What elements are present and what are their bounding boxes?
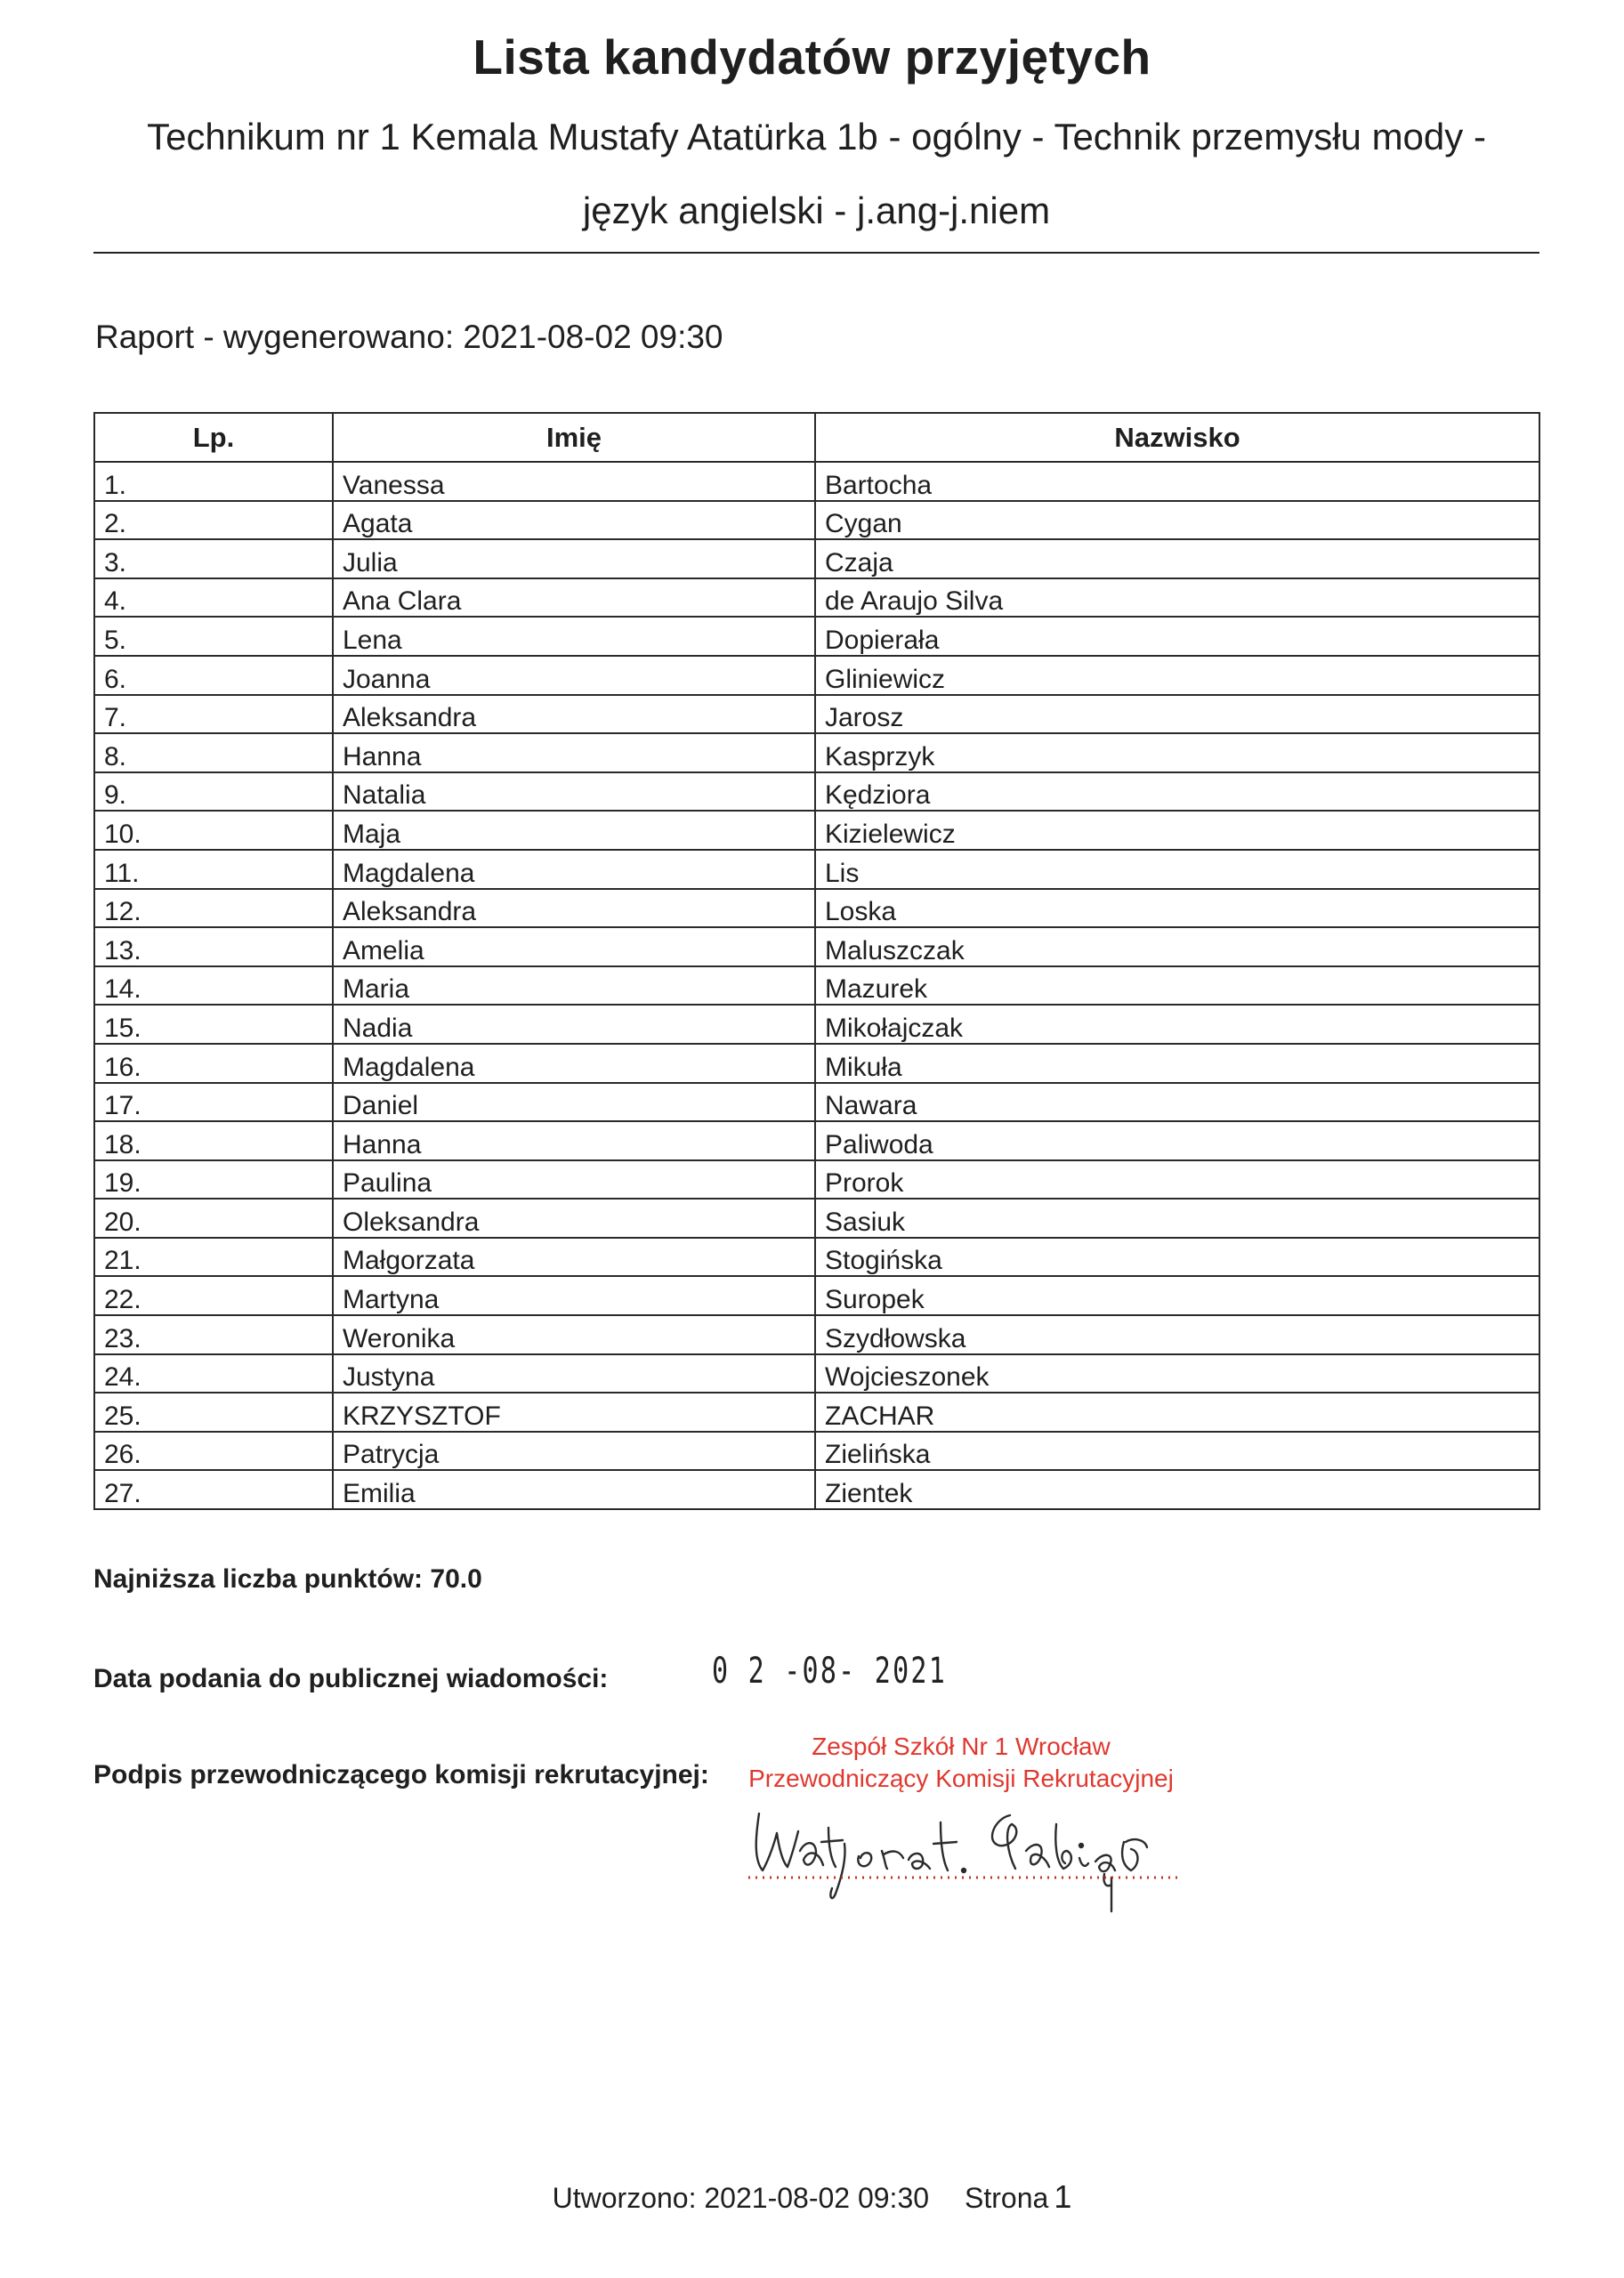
handwritten-signature <box>743 1789 1188 1913</box>
cell-first-name: Agata <box>333 501 815 540</box>
cell-first-name: Magdalena <box>333 1044 815 1083</box>
footer-page-number: 1 <box>1054 2178 1072 2215</box>
table-row <box>94 733 1539 772</box>
cell-lp: 15. <box>94 1005 333 1044</box>
table-row <box>94 966 1539 1006</box>
stamp-line-role: Przewodniczący Komisji Rekrutacyjnej <box>748 1765 1174 1792</box>
cell-last-name: ZACHAR <box>815 1393 1539 1432</box>
cell-lp: 6. <box>94 656 333 695</box>
cell-first-name: Hanna <box>333 1121 815 1160</box>
table-row <box>94 578 1539 618</box>
table-row <box>94 1121 1539 1160</box>
cell-lp: 26. <box>94 1432 333 1471</box>
cell-first-name: Joanna <box>333 656 815 695</box>
cell-last-name: Sasiuk <box>815 1199 1539 1238</box>
table-row <box>94 1160 1539 1200</box>
cell-first-name: Justyna <box>333 1354 815 1393</box>
table-row <box>94 1432 1539 1471</box>
cell-last-name: Stogińska <box>815 1238 1539 1277</box>
cell-last-name: Loska <box>815 889 1539 928</box>
cell-first-name: Aleksandra <box>333 889 815 928</box>
cell-last-name: Prorok <box>815 1160 1539 1200</box>
header-divider <box>93 252 1539 254</box>
column-header-last-name: Nazwisko <box>815 413 1539 462</box>
cell-first-name: Vanessa <box>333 462 815 501</box>
cell-first-name: Magdalena <box>333 850 815 889</box>
footer-created: Utworzono: 2021-08-02 09:30 <box>552 2182 930 2214</box>
table-row <box>94 1315 1539 1354</box>
cell-last-name: Mikołajczak <box>815 1005 1539 1044</box>
table-row <box>94 1044 1539 1083</box>
cell-last-name: Kizielewicz <box>815 811 1539 850</box>
cell-first-name: Paulina <box>333 1160 815 1200</box>
table-row <box>94 1276 1539 1315</box>
cell-first-name: Aleksandra <box>333 695 815 734</box>
cell-last-name: Jarosz <box>815 695 1539 734</box>
handwritten-publication-date: 0 2 -08- 2021 <box>712 1651 948 1692</box>
cell-first-name: Daniel <box>333 1083 815 1122</box>
cell-lp: 2. <box>94 501 333 540</box>
cell-last-name: Zielińska <box>815 1432 1539 1471</box>
cell-last-name: Wojcieszonek <box>815 1354 1539 1393</box>
table-row <box>94 1199 1539 1238</box>
column-header-first-name: Imię <box>333 413 815 462</box>
cell-first-name: Julia <box>333 539 815 578</box>
cell-lp: 20. <box>94 1199 333 1238</box>
cell-first-name: Maria <box>333 966 815 1006</box>
cell-lp: 12. <box>94 889 333 928</box>
signature-label: Podpis przewodniczącego komisji rekrutacyjnej: <box>93 1760 709 1789</box>
table-row <box>94 539 1539 578</box>
cell-last-name: Lis <box>815 850 1539 889</box>
cell-lp: 14. <box>94 966 333 1006</box>
cell-last-name: Nawara <box>815 1083 1539 1122</box>
cell-last-name: Szydłowska <box>815 1315 1539 1354</box>
table-row <box>94 1470 1539 1509</box>
cell-last-name: Cygan <box>815 501 1539 540</box>
cell-lp: 22. <box>94 1276 333 1315</box>
table-row <box>94 889 1539 928</box>
cell-lp: 13. <box>94 927 333 966</box>
table-row <box>94 1083 1539 1122</box>
cell-last-name: Zientek <box>815 1470 1539 1509</box>
table-row <box>94 695 1539 734</box>
subtitle-line-1: Technikum nr 1 Kemala Mustafy Atatürka 1b - ogólny - Technik przemysłu mody - <box>147 116 1486 158</box>
footer-page-label: Strona <box>965 2182 1049 2214</box>
table-row <box>94 501 1539 540</box>
cell-lp: 11. <box>94 850 333 889</box>
cell-first-name: Małgorzata <box>333 1238 815 1277</box>
cell-lp: 9. <box>94 772 333 812</box>
page-footer <box>0 2178 1624 2216</box>
cell-lp: 27. <box>94 1470 333 1509</box>
cell-last-name: Mazurek <box>815 966 1539 1006</box>
cell-last-name: de Araujo Silva <box>815 578 1539 618</box>
cell-first-name: Hanna <box>333 733 815 772</box>
cell-lp: 8. <box>94 733 333 772</box>
table-row <box>94 1354 1539 1393</box>
cell-first-name: KRZYSZTOF <box>333 1393 815 1432</box>
cell-first-name: Ana Clara <box>333 578 815 618</box>
committee-stamp <box>739 1731 1184 1795</box>
cell-last-name: Gliniewicz <box>815 656 1539 695</box>
page-title: Lista kandydatów przyjętych <box>473 29 1151 85</box>
table-row <box>94 1238 1539 1277</box>
subtitle-line-2: język angielski - j.ang-j.niem <box>582 190 1051 231</box>
cell-lp: 1. <box>94 462 333 501</box>
cell-last-name: Paliwoda <box>815 1121 1539 1160</box>
cell-lp: 25. <box>94 1393 333 1432</box>
stamp-line-school: Zespół Szkół Nr 1 Wrocław <box>812 1733 1111 1760</box>
cell-lp: 18. <box>94 1121 333 1160</box>
cell-lp: 23. <box>94 1315 333 1354</box>
table-row <box>94 927 1539 966</box>
cell-first-name: Oleksandra <box>333 1199 815 1238</box>
candidates-table <box>93 412 1540 1510</box>
table-row <box>94 811 1539 850</box>
cell-lp: 7. <box>94 695 333 734</box>
cell-lp: 4. <box>94 578 333 618</box>
cell-first-name: Emilia <box>333 1470 815 1509</box>
cell-last-name: Czaja <box>815 539 1539 578</box>
cell-lp: 5. <box>94 617 333 656</box>
cell-first-name: Amelia <box>333 927 815 966</box>
cell-lp: 24. <box>94 1354 333 1393</box>
cell-first-name: Maja <box>333 811 815 850</box>
table-row <box>94 462 1539 501</box>
cell-lp: 3. <box>94 539 333 578</box>
publication-date-label: Data podania do publicznej wiadomości: <box>93 1664 609 1693</box>
cell-lp: 19. <box>94 1160 333 1200</box>
cell-lp: 17. <box>94 1083 333 1122</box>
cell-last-name: Suropek <box>815 1276 1539 1315</box>
table-row <box>94 1005 1539 1044</box>
cell-first-name: Patrycja <box>333 1432 815 1471</box>
cell-first-name: Lena <box>333 617 815 656</box>
cell-first-name: Weronika <box>333 1315 815 1354</box>
cell-last-name: Kasprzyk <box>815 733 1539 772</box>
table-header-row <box>94 413 1539 462</box>
cell-last-name: Dopierała <box>815 617 1539 656</box>
lowest-score: Najniższa liczba punktów: 70.0 <box>93 1564 482 1594</box>
cell-last-name: Mikuła <box>815 1044 1539 1083</box>
cell-lp: 16. <box>94 1044 333 1083</box>
cell-lp: 10. <box>94 811 333 850</box>
cell-last-name: Kędziora <box>815 772 1539 812</box>
table-row <box>94 772 1539 812</box>
table-row <box>94 1393 1539 1432</box>
table-body <box>94 462 1539 1509</box>
table-row <box>94 656 1539 695</box>
cell-first-name: Nadia <box>333 1005 815 1044</box>
cell-first-name: Natalia <box>333 772 815 812</box>
cell-last-name: Bartocha <box>815 462 1539 501</box>
report-generated-line: Raport - wygenerowano: 2021-08-02 09:30 <box>95 319 723 355</box>
table-row <box>94 617 1539 656</box>
cell-last-name: Maluszczak <box>815 927 1539 966</box>
column-header-lp: Lp. <box>94 413 333 462</box>
cell-lp: 21. <box>94 1238 333 1277</box>
table-row <box>94 850 1539 889</box>
cell-first-name: Martyna <box>333 1276 815 1315</box>
